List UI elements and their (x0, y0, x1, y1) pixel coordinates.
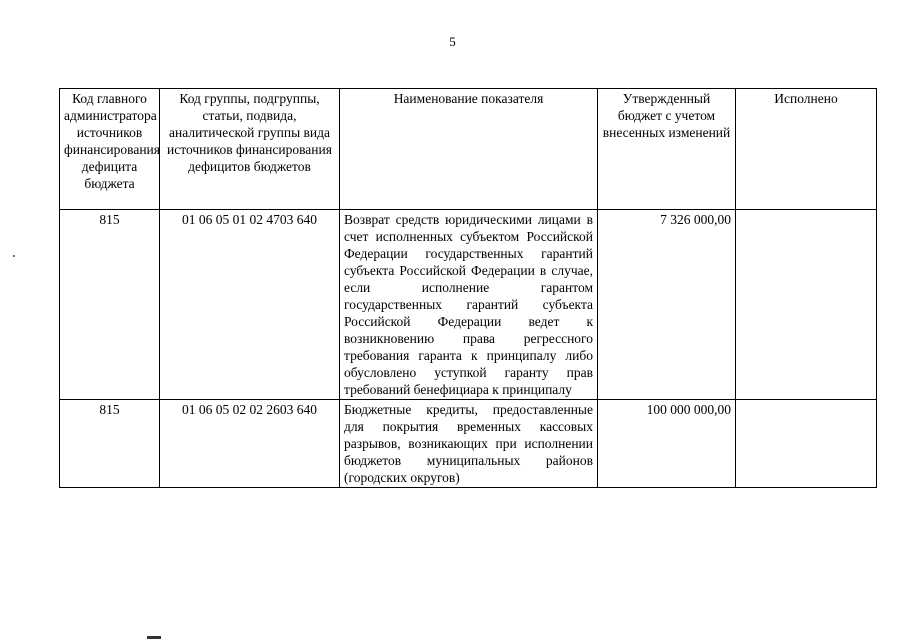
approved-amount-cell: 100 000 000,00 (598, 400, 736, 488)
header-executed: Исполнено (736, 89, 877, 210)
budget-sources-table (59, 88, 877, 488)
header-approved-budget: Утвержденный бюджет с учетом внесенных изменений (598, 89, 736, 210)
executed-amount-cell (736, 210, 877, 400)
indicator-name-cell: Бюджетные кредиты, предоставленные для покрытия временных кассовых разрывов, возникающих при исполнении бюджетов муниципальных районов (городских округов) (340, 400, 598, 488)
table-row (60, 210, 877, 400)
page-number: 5 (449, 34, 456, 49)
header-indicator-name: Наименование показателя (340, 89, 598, 210)
source-code-cell: 01 06 05 02 02 2603 640 (160, 400, 340, 488)
source-code-cell: 01 06 05 01 02 4703 640 (160, 210, 340, 400)
table-header-row (60, 89, 877, 210)
scan-edge-mark (147, 636, 161, 639)
admin-code-cell: 815 (60, 210, 160, 400)
indicator-name-cell: Возврат средств юридическими лицами в счет исполненных субъектом Российской Федерации государственных гарантий субъекта Российской Федерации в случае, если исполнение гарантом государственных гарантий субъекта Российской Федерации ведет к возникновению права регрессного требования гаранта к принципалу либо обусловлено уступкой гаранту прав требований бенефициара к принципалу (340, 210, 598, 400)
header-source-code: Код группы, подгруппы, статьи, подвида, аналитической группы вида источников финансирования дефицитов бюджетов (160, 89, 340, 210)
admin-code-cell: 815 (60, 400, 160, 488)
scan-speck (13, 255, 15, 257)
table-row (60, 400, 877, 488)
executed-amount-cell (736, 400, 877, 488)
header-admin-code: Код главного администратора источников финансирования дефицита бюджета (60, 89, 160, 210)
approved-amount-cell: 7 326 000,00 (598, 210, 736, 400)
